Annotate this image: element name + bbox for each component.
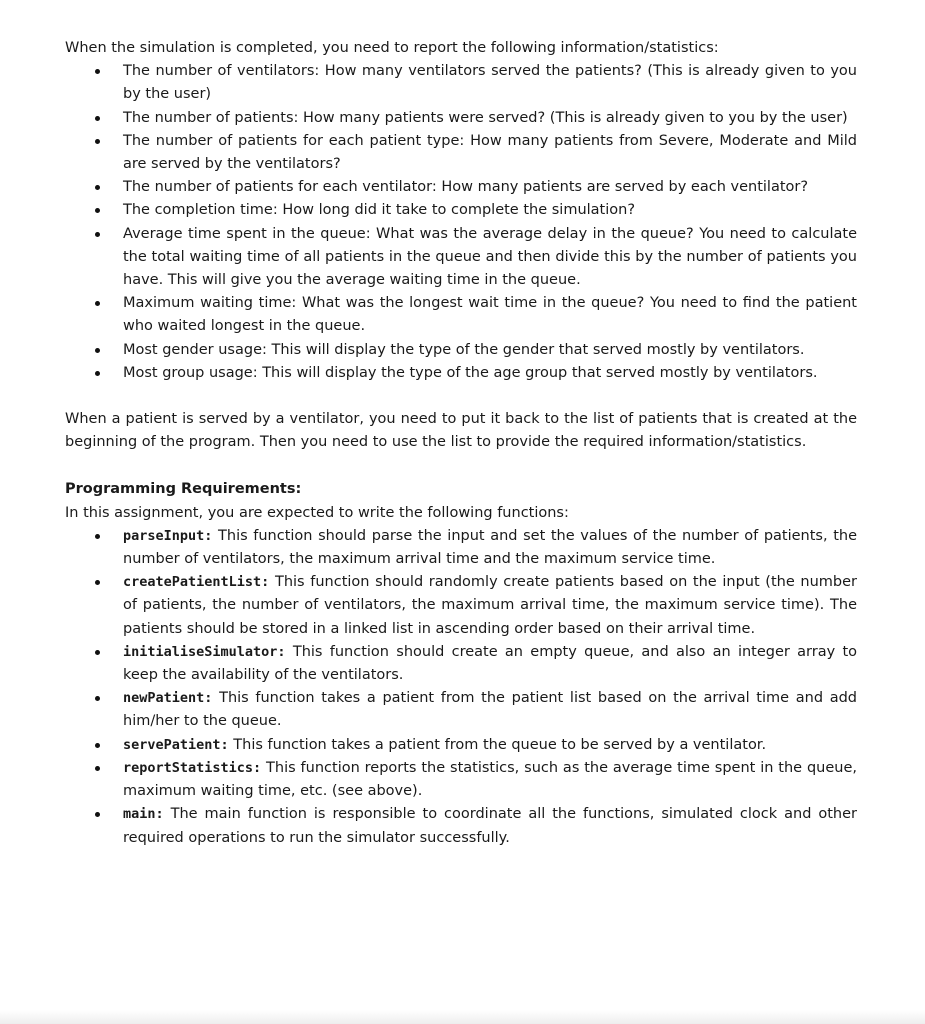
function-description: This function should randomly create patients based on the input (the number of patients, the number of ventilators, the maximum arrival time, the maximum service time). The patients should be stored in a linked list in ascending order based on their arrival time. (123, 574, 857, 637)
list-item: The completion time: How long did it take to complete the simulation? (65, 199, 857, 222)
function-item (65, 734, 857, 757)
function-description: This function takes a patient from the queue to be served by a ventilator. (228, 736, 767, 753)
list-item: The number of patients: How many patients were served? (This is already given to you by the user) (65, 107, 857, 130)
function-item (65, 803, 857, 849)
functions-list (65, 525, 857, 850)
function-item (65, 525, 857, 571)
function-name: newPatient: (123, 690, 213, 707)
function-description: This function reports the statistics, such as the average time spent in the queue, maximum waiting time, etc. (see above). (123, 759, 857, 800)
function-item (65, 687, 857, 733)
list-item: Maximum waiting time: What was the longest wait time in the queue? You need to find the patient who waited longest in the queue. (65, 292, 857, 338)
list-item: Most group usage: This will display the type of the age group that served mostly by ventilators. (65, 362, 857, 385)
function-description: This function should parse the input and set the values of the number of patients, the number of ventilators, the maximum arrival time and the maximum service time. (123, 527, 857, 568)
function-name: createPatientList: (123, 574, 270, 591)
list-item: The number of patients for each patient type: How many patients from Severe, Moderate and Mild are served by the ventilators? (65, 130, 857, 176)
function-name: main: (123, 806, 164, 823)
function-name: initialiseSimulator: (123, 643, 286, 660)
function-description: This function should create an empty queue, and also an integer array to keep the availability of the ventilators. (123, 643, 857, 684)
requirements-intro: In this assignment, you are expected to write the following functions: (65, 504, 569, 521)
statistics-list (65, 60, 857, 385)
function-name: servePatient: (123, 736, 229, 753)
list-item: Average time spent in the queue: What was the average delay in the queue? You need to calculate the total waiting time of all patients in the queue and then divide this by the number of patients you have. This will give you the average waiting time in the queue. (65, 223, 857, 293)
list-item: Most gender usage: This will display the type of the gender that served mostly by ventilators. (65, 339, 857, 362)
function-name: reportStatistics: (123, 759, 262, 776)
function-description: This function takes a patient from the patient list based on the arrival time and add him/her to the queue. (123, 690, 857, 730)
document-page (65, 37, 857, 850)
function-description: The main function is responsible to coordinate all the functions, simulated clock and other required operations to run the simulator successfully. (123, 806, 857, 846)
page-bottom-edge (0, 1010, 925, 1024)
function-item (65, 757, 857, 803)
list-item: The number of ventilators: How many ventilators served the patients? (This is already given to you by the user) (65, 60, 857, 106)
patient-list-paragraph: When a patient is served by a ventilator, you need to put it back to the list of patients that is created at the beginning of the program. Then you need to use the list to provide the required information/statistics. (65, 411, 857, 451)
programming-requirements-heading: Programming Requirements: (65, 481, 302, 498)
function-item (65, 571, 857, 641)
list-item: The number of patients for each ventilator: How many patients are served by each ventilator? (65, 176, 857, 199)
function-name: parseInput: (123, 527, 213, 544)
function-item (65, 641, 857, 687)
statistics-intro: When the simulation is completed, you need to report the following information/statistics: (65, 40, 719, 56)
